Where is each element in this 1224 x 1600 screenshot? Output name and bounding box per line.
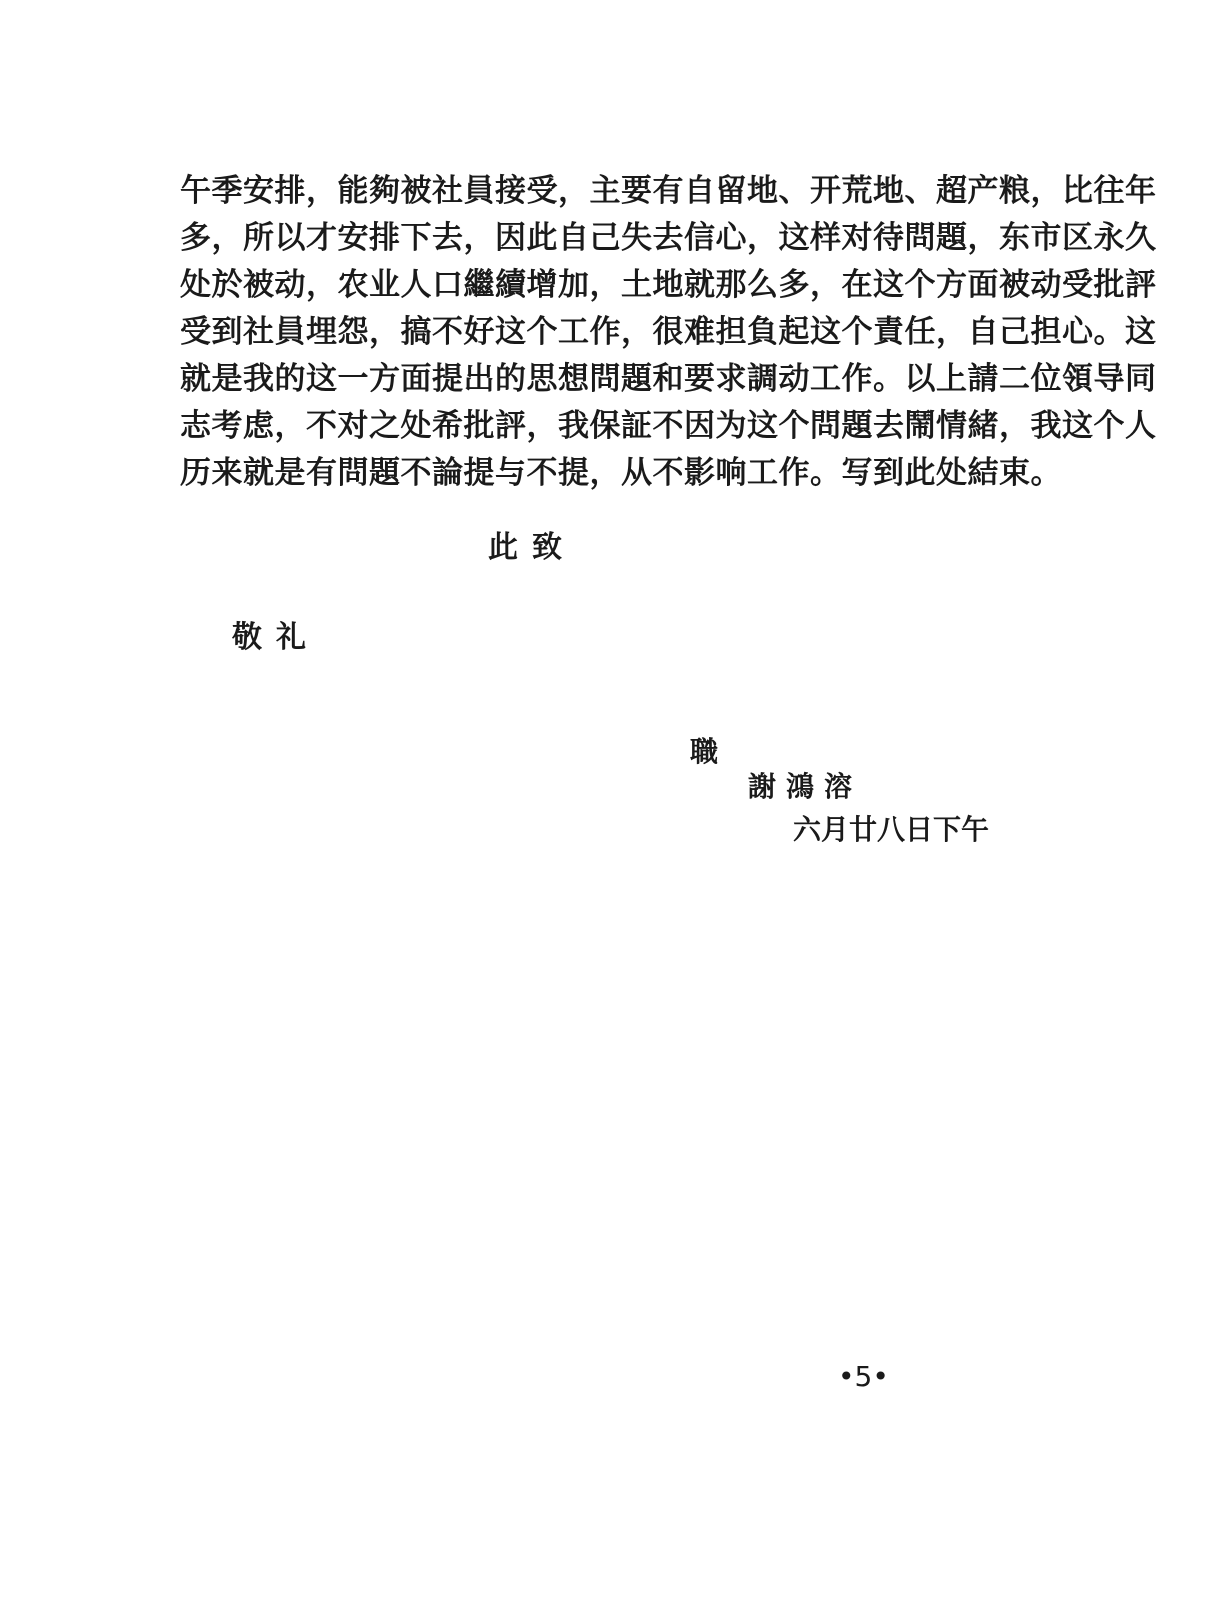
signature-prefix: 職 xyxy=(690,735,719,768)
body-line-2: 多，所以才安排下去，因此自己失去信心，这样对待問題，东市区永久 xyxy=(180,220,1157,256)
closing-regards: 敬礼 xyxy=(232,620,320,655)
closing-salutation: 此致 xyxy=(488,530,576,565)
body-line-4: 受到社員埋怨，搞不好这个工作，很难担負起这个責任，自己担心。这 xyxy=(180,314,1157,350)
body-line-7: 历来就是有問題不論提与不提，从不影响工作。写到此处結束。 xyxy=(180,455,1062,491)
body-line-3: 处於被动，农业人口繼續增加，土地就那么多，在这个方面被动受批評 xyxy=(180,267,1157,303)
body-line-5: 就是我的这一方面提出的思想問題和要求調动工作。以上請二位領导同 xyxy=(180,361,1157,397)
body-line-1: 午季安排，能夠被社員接受，主要有自留地、开荒地、超产粮，比往年 xyxy=(180,173,1157,209)
signature-name: 謝鴻溶 xyxy=(748,770,863,803)
body-line-6: 志考虑，不对之处希批評，我保証不因为这个問題去鬧情緒，我这个人 xyxy=(180,408,1157,444)
letter-body xyxy=(180,168,1157,497)
page-number: •5• xyxy=(838,1360,889,1393)
signature-date: 六月廿八日下午 xyxy=(793,813,990,846)
